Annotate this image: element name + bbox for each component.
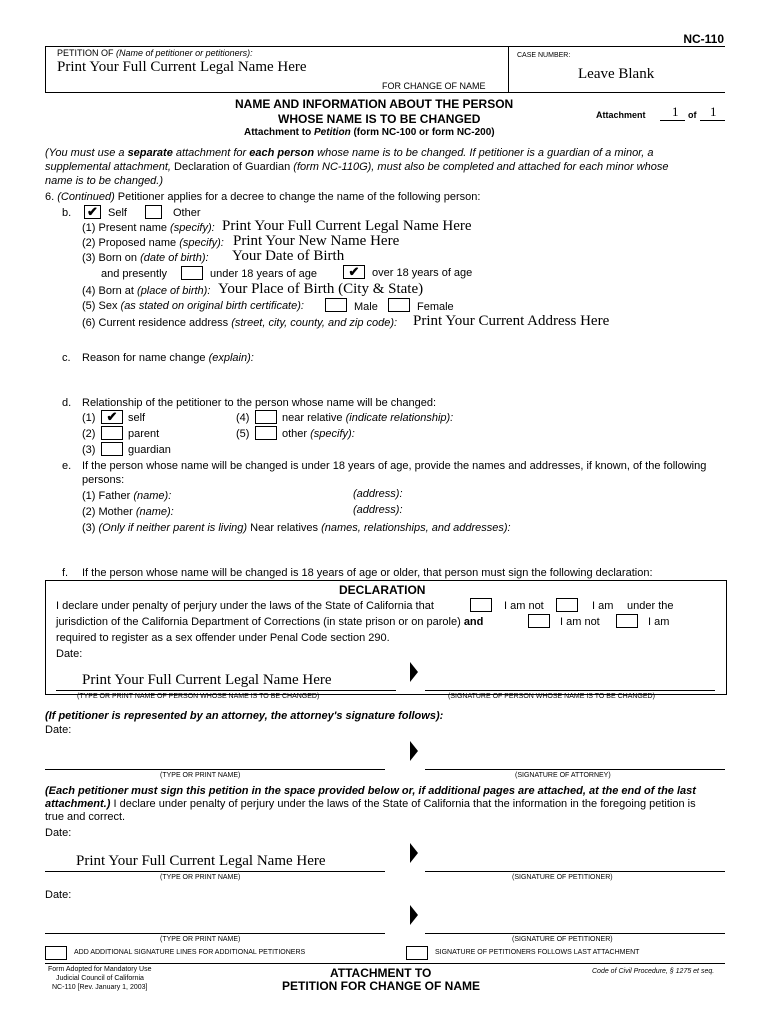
add-lines-label: ADD ADDITIONAL SIGNATURE LINES FOR ADDITIONAL PETITIONERS	[74, 949, 306, 956]
petitioner-name-field[interactable]: Print Your Full Current Legal Name Here	[57, 59, 307, 75]
father-label: (1) Father (name):	[82, 490, 172, 502]
attorney-sig-caption: (SIGNATURE OF ATTORNEY)	[515, 772, 611, 779]
born-on-label: (3) Born on (date of birth):	[82, 252, 209, 264]
petitioner-sig-caption: (SIGNATURE OF PETITIONER)	[512, 874, 613, 881]
declaration-line2: jurisdiction of the California Department of Corrections (in state prison or on parole) and	[56, 616, 484, 628]
other-label: Other	[173, 207, 201, 219]
i-am-label: I am	[592, 600, 614, 612]
footer-left2: Judicial Council of California	[56, 975, 144, 982]
sign-here-arrow-icon	[410, 662, 418, 682]
case-number-label: CASE NUMBER:	[517, 52, 571, 59]
petitioner-date2-label: Date:	[45, 889, 72, 901]
over18-checkbox[interactable]: ✔	[343, 265, 365, 279]
male-checkbox[interactable]	[325, 298, 347, 312]
declaration-name-field[interactable]: Print Your Full Current Legal Name Here	[82, 672, 332, 688]
footer-center1: ATTACHMENT TO	[330, 966, 432, 980]
father-address-label: (address):	[353, 488, 403, 500]
mother-address-label: (address):	[353, 504, 403, 516]
under-the-label: under the	[627, 600, 674, 612]
presently-label: and presently	[101, 268, 168, 280]
follows-checkbox[interactable]	[406, 946, 428, 960]
i-am-not-label-2: I am not	[560, 616, 600, 628]
petitioner-sig-caption-2: (SIGNATURE OF PETITIONER)	[512, 936, 613, 943]
footer-center2: PETITION FOR CHANGE OF NAME	[282, 979, 480, 993]
over18-label: over 18 years of age	[372, 267, 473, 279]
sign-here-arrow-icon	[410, 843, 418, 863]
sex-label: (5) Sex (as stated on original birth certificate):	[82, 300, 304, 312]
relationship-label: Relationship of the petitioner to the person whose name will be changed:	[82, 397, 437, 409]
title-line1: NAME AND INFORMATION ABOUT THE PERSON	[235, 97, 514, 111]
petition-of-label: PETITION OF (Name of petitioner or petitioners):	[57, 48, 253, 58]
item-d-label: d.	[62, 397, 72, 409]
mother-label: (2) Mother (name):	[82, 506, 174, 518]
born-at-label: (4) Born at (place of birth):	[82, 285, 211, 297]
rel-guardian-checkbox[interactable]	[101, 442, 123, 456]
declaration-line3: required to register as a sex offender under Penal Code section 290.	[56, 632, 390, 644]
footer-left3: NC-110 [Rev. January 1, 2003]	[52, 984, 148, 991]
residence-label: (6) Current residence address (street, city, county, and zip code):	[82, 317, 398, 329]
petitioner-name-signature-field[interactable]: Print Your Full Current Legal Name Here	[76, 853, 326, 869]
proposed-name-field[interactable]: Print Your New Name Here	[233, 233, 400, 249]
footer-right: Code of Civil Procedure, § 1275 et seq.	[592, 968, 715, 975]
declaration-sig-caption: (SIGNATURE OF PERSON WHOSE NAME IS TO BE CHANGED)	[448, 693, 655, 700]
add-lines-checkbox[interactable]	[45, 946, 67, 960]
title-line2: WHOSE NAME IS TO BE CHANGED	[278, 112, 481, 126]
self-label: Self	[108, 207, 127, 219]
female-label: Female	[417, 301, 454, 313]
other-checkbox[interactable]	[145, 205, 162, 219]
present-name-label: (1) Present name (specify):	[82, 222, 215, 234]
item6-b-label: b.	[62, 207, 72, 219]
petitioner-instruction-line3: true and correct.	[45, 811, 126, 823]
residence-field[interactable]: Print Your Current Address Here	[413, 313, 610, 329]
petitioner-type-caption-2: (TYPE OR PRINT NAME)	[160, 936, 241, 943]
female-checkbox[interactable]	[388, 298, 410, 312]
i-am-checkbox[interactable]	[556, 598, 578, 612]
self-checkbox[interactable]: ✔	[84, 205, 101, 219]
item-e-text2: persons:	[82, 474, 125, 486]
rel-guardian-label: guardian	[128, 444, 171, 456]
footer-left1: Form Adopted for Mandatory Use	[48, 966, 152, 973]
attachment-label: Attachment	[596, 110, 646, 120]
rel-n4: (4)	[236, 412, 250, 424]
instruction-line2: supplemental attachment, Declaration of Guardian (form NC-110G), must also be completed and attached for each minor whose	[45, 161, 669, 173]
item-e-label: e.	[62, 460, 72, 472]
form-id: NC-110	[683, 32, 724, 46]
rel-n5: (5)	[236, 428, 250, 440]
item-f-label: f.	[62, 567, 69, 579]
rel-n1: (1)	[82, 412, 96, 424]
attorney-type-caption: (TYPE OR PRINT NAME)	[160, 772, 241, 779]
item-f-text: If the person whose name will be changed is 18 years of age or older, that person must sign the following declaration:	[82, 567, 653, 579]
instruction-line3: name is to be changed.)	[45, 175, 164, 187]
i-am-label-2: I am	[648, 616, 670, 628]
attorney-heading: (If petitioner is represented by an attorney, the attorney's signature follows):	[45, 710, 444, 722]
rel-parent-label: parent	[128, 428, 160, 440]
item-c-label: c.	[62, 352, 71, 364]
for-change-label: FOR CHANGE OF NAME	[382, 81, 486, 91]
rel-other-label: other (specify):	[282, 428, 355, 440]
present-name-field[interactable]: Print Your Full Current Legal Name Here	[222, 218, 472, 234]
instruction-line1: (You must use a separate attachment for each person whose name is to be changed. If petitioner is a guardian of a minor, a	[45, 147, 654, 159]
i-am-checkbox-2[interactable]	[616, 614, 638, 628]
title-attachment-to: Attachment to Petition (form NC-100 or form NC-200)	[244, 127, 495, 138]
birth-place-field[interactable]: Your Place of Birth (City & State)	[218, 281, 424, 297]
rel-self-label: self	[128, 412, 146, 424]
sign-here-arrow-icon	[410, 741, 418, 761]
under18-checkbox[interactable]	[181, 266, 203, 280]
item-e-text: If the person whose name will be changed is under 18 years of age, provide the names and addresses, if known, of the following	[82, 460, 707, 472]
i-am-not-checkbox-2[interactable]	[528, 614, 550, 628]
male-label: Male	[354, 301, 378, 313]
attachment-total[interactable]: 1	[710, 104, 717, 119]
petitioner-date-label: Date:	[45, 827, 72, 839]
attachment-num[interactable]: 1	[672, 104, 679, 119]
declaration-date-label: Date:	[56, 648, 83, 660]
attorney-date-label: Date:	[45, 724, 72, 736]
petitioner-instruction-line2: attachment.) I declare under penalty of perjury under the laws of the State of California that the information in the foregoing petition is	[45, 798, 696, 810]
case-number-field[interactable]: Leave Blank	[578, 66, 655, 82]
rel-n2: (2)	[82, 428, 96, 440]
relatives-label: (3) (Only if neither parent is living) Near relatives (names, relationships, and addresses):	[82, 522, 511, 534]
rel-near-checkbox[interactable]	[255, 410, 277, 424]
sign-here-arrow-icon	[410, 905, 418, 925]
petitioner-type-caption: (TYPE OR PRINT NAME)	[160, 874, 241, 881]
i-am-not-label: I am not	[504, 600, 544, 612]
proposed-name-label: (2) Proposed name (specify):	[82, 237, 224, 249]
declaration-type-caption: (TYPE OR PRINT NAME OF PERSON WHOSE NAME IS TO BE CHANGED)	[77, 693, 320, 700]
rel-parent-checkbox[interactable]	[101, 426, 123, 440]
declaration-line1: I declare under penalty of perjury under the laws of the State of California that	[56, 600, 434, 612]
rel-self-checkbox[interactable]: ✔	[101, 410, 123, 424]
declaration-title: DECLARATION	[339, 583, 426, 597]
rel-n3: (3)	[82, 444, 96, 456]
rel-near-label: near relative (indicate relationship):	[282, 412, 454, 424]
birth-date-field[interactable]: Your Date of Birth	[232, 248, 345, 264]
of-label: of	[688, 110, 697, 120]
petitioner-instruction-line1: (Each petitioner must sign this petition in the space provided below or, if additional pages are attached, at the end of the last	[45, 785, 696, 797]
follows-label: SIGNATURE OF PETITIONERS FOLLOWS LAST ATTACHMENT	[435, 949, 640, 956]
rel-other-checkbox[interactable]	[255, 426, 277, 440]
i-am-not-checkbox[interactable]	[470, 598, 492, 612]
reason-label: Reason for name change (explain):	[82, 352, 254, 364]
item6-intro: 6. (Continued) Petitioner applies for a decree to change the name of the following person:	[45, 191, 481, 203]
under18-label: under 18 years of age	[210, 268, 318, 280]
